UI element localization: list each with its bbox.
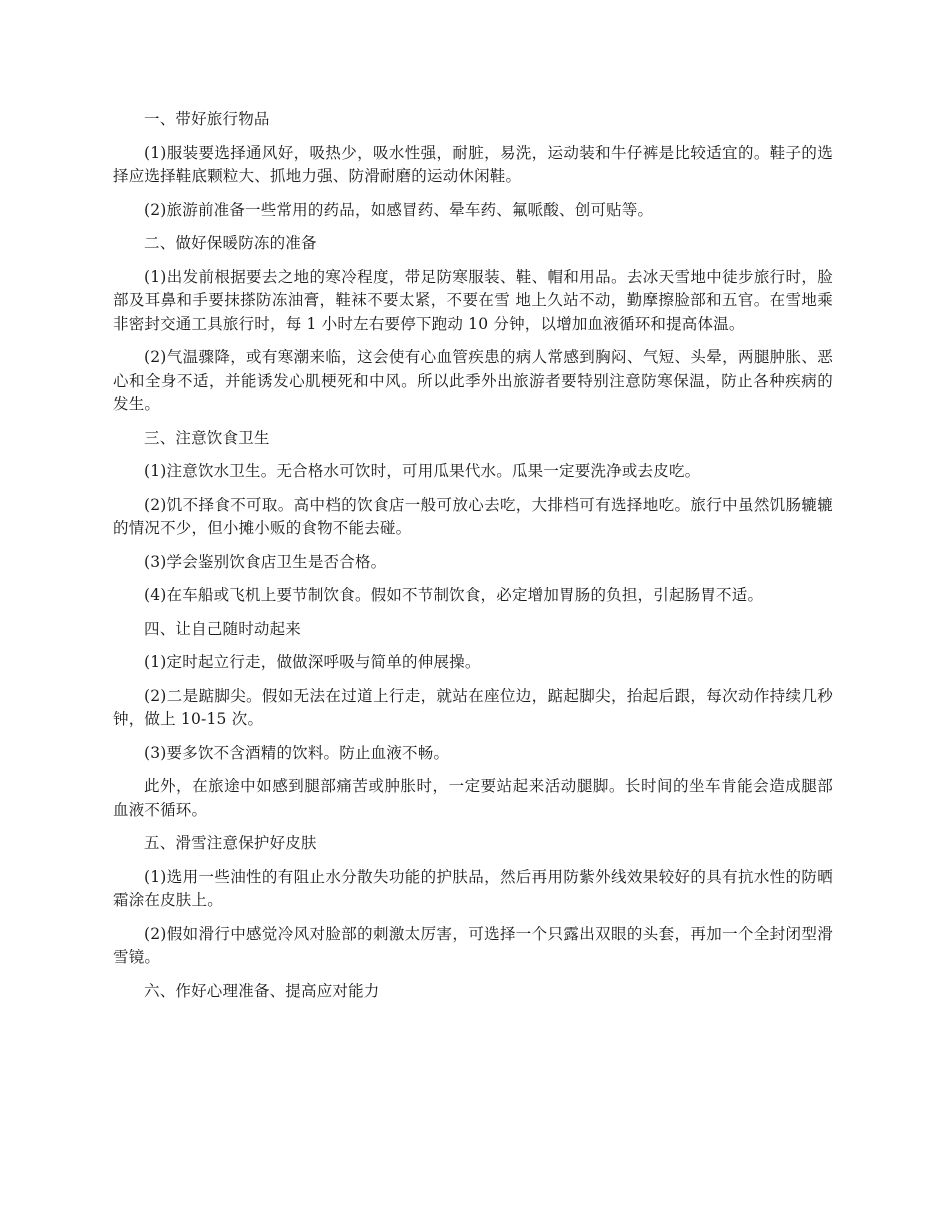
paragraph-3-2: (2)饥不择食不可取。高中档的饮食店一般可放心去吃，大排档可有选择地吃。旅行中虽然饥肠辘辘的情况不少，但小摊小贩的食物不能去碰。: [113, 495, 833, 537]
paragraph-4-2: (2)二是踮脚尖。假如无法在过道上行走，就站在座位边，踮起脚尖，抬起后跟，每次动作持续几秒钟，做上 10-15 次。: [113, 686, 833, 728]
section-heading-3: 三、注意饮食卫生: [144, 428, 270, 447]
section-heading-6: 六、作好心理准备、提高应对能力: [144, 981, 380, 1000]
paragraph-1-2: (2)旅游前准备一些常用的药品，如感冒药、晕车药、氟哌酸、创可贴等。: [144, 200, 654, 219]
section-heading-2: 二、做好保暖防冻的准备: [144, 234, 317, 252]
paragraph-3-4: (4)在车船或飞机上要节制饮食。假如不节制饮食，必定增加胃肠的负担，引起肠胃不适。: [144, 586, 764, 604]
section-heading-4: 四、让自己随时动起来: [144, 619, 302, 638]
paragraph-4-4: 此外，在旅途中如感到腿部痛苦或肿胀时，一定要站起来活动腿脚。长时间的坐车肯能会造成腿部血液不循环。: [113, 777, 833, 819]
paragraph-4-1: (1)定时起立行走，做做深呼吸与简单的伸展操。: [144, 653, 481, 671]
paragraph-2-2: (2)气温骤降，或有寒潮来临，这会使有心血管疾患的病人常感到胸闷、气短、头晕，两腿肿胀、恶心和全身不适，并能诱发心肌梗死和中风。所以此季外出旅游者要特别注意防寒保温，防止各种疾病的发生。: [113, 348, 833, 413]
paragraph-2-1: (1)出发前根据要去之地的寒冷程度，带足防寒服装、鞋、帽和用品。去冰天雪地中徒步旅行时，脸部及耳鼻和手要抹搽防冻油膏，鞋袜不要太紧，不要在雪 地上久站不动，勤摩擦脸部和五官。在雪地乘非密封交通工具旅行时，每 1 小时左右要停下跑动 10 分钟，以增加血液循环和提高体温。: [113, 267, 833, 333]
document-page: [113, 108, 833, 1013]
section-heading-5: 五、滑雪注意保护好皮肤: [144, 834, 317, 852]
paragraph-5-2: (2)假如滑行中感觉冷风对脸部的刺激太厉害，可选择一个只露出双眼的头套，再加一个全封闭型滑雪镜。: [113, 924, 833, 966]
section-heading-1: 一、带好旅行物品: [144, 110, 270, 128]
paragraph-4-3: (3)要多饮不含酒精的饮料。防止血液不畅。: [144, 743, 450, 762]
paragraph-3-1: (1)注意饮水卫生。无合格水可饮时，可用瓜果代水。瓜果一定要洗净或去皮吃。: [144, 462, 701, 480]
paragraph-3-3: (3)学会鉴别饮食店卫生是否合格。: [144, 552, 387, 571]
paragraph-5-1: (1)选用一些油性的有阻止水分散失功能的护肤品，然后再用防紫外线效果较好的具有抗水性的防晒霜涂在皮肤上。: [113, 867, 833, 909]
paragraph-1-1: (1)服装要选择通风好，吸热少，吸水性强，耐脏，易洗，运动装和牛仔裤是比较适宜的。鞋子的选择应选择鞋底颗粒大、抓地力强、防滑耐磨的运动休闲鞋。: [113, 143, 833, 185]
